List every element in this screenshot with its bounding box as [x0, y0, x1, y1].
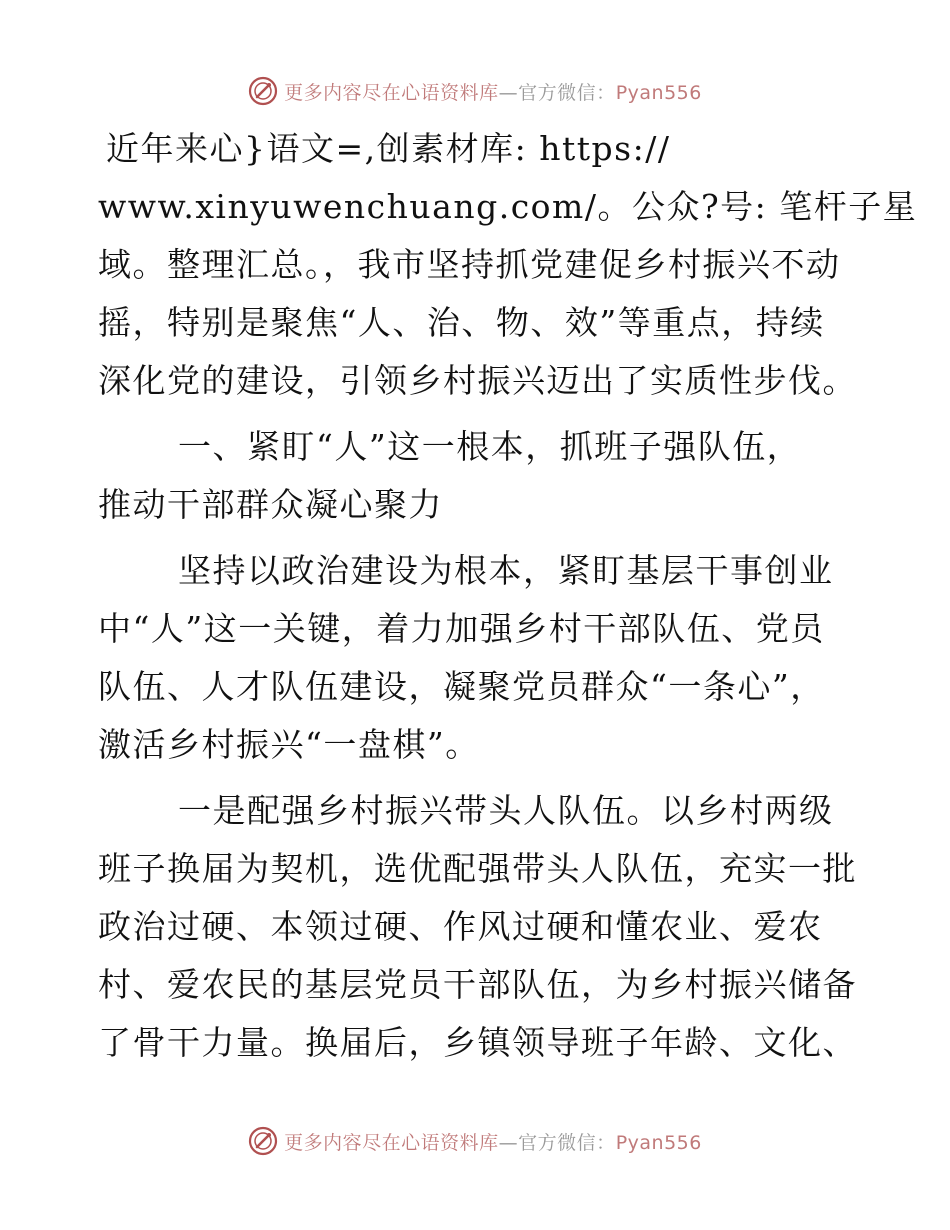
body-line: 队伍、人才队伍建设，凝聚党员群众“一条心”，	[98, 667, 825, 706]
body-line: 摇，特别是聚焦“人、治、物、效”等重点，持续	[98, 303, 825, 342]
body-line: 域。整理汇总。，我市坚持抓党建促乡村振兴不动	[98, 245, 841, 284]
body-line: 中“人”这一关键，着力加强乡村干部队伍、党员	[98, 609, 825, 648]
section-heading-line: 一、紧盯“人”这一根本，抓班子强队伍，	[178, 427, 802, 466]
banner-wechat-id: Pyan556	[615, 1131, 702, 1154]
body-line: 深化党的建设，引领乡村振兴迈出了实质性步伐。	[98, 361, 857, 400]
body-line: 近年来心}语文=,创素材库: https://	[106, 129, 671, 168]
banner-dash: —	[498, 1131, 519, 1154]
body-line: www.xinyuwenchuang.com/。公众?号: 笔杆子星	[98, 187, 918, 226]
body-line: 班子换届为契机，选优配强带头人队伍，充实一批	[98, 849, 857, 888]
banner-dash: —	[498, 81, 519, 104]
body-line: 村、爱农民的基层党员干部队伍，为乡村振兴储备	[98, 965, 857, 1004]
footer-banner-text	[284, 1128, 702, 1155]
footer-banner	[0, 1121, 950, 1161]
body-line: 激活乡村振兴“一盘棋”。	[98, 725, 480, 764]
header-banner-text	[284, 78, 702, 105]
section-heading-line: 推动干部群众凝心聚力	[98, 485, 443, 524]
body-line: 坚持以政治建设为根本，紧盯基层干事创业	[178, 551, 834, 590]
header-banner	[0, 71, 950, 111]
banner-wechat-id: Pyan556	[615, 81, 702, 104]
body-line: 了骨干力量。换届后，乡镇领导班子年龄、文化、	[98, 1023, 857, 1062]
banner-wechat-label: 官方微信：	[518, 81, 616, 104]
document-body	[98, 120, 918, 1072]
banner-wechat-label: 官方微信：	[518, 1131, 616, 1154]
seal-logo-icon	[248, 76, 278, 106]
banner-library-text: 更多内容尽在心语资料库	[284, 81, 499, 104]
body-line: 政治过硬、本领过硬、作风过硬和懂农业、爱农	[98, 907, 823, 946]
seal-logo-icon	[248, 1126, 278, 1156]
body-line: 一是配强乡村振兴带头人队伍。以乡村两级	[178, 791, 834, 830]
banner-library-text: 更多内容尽在心语资料库	[284, 1131, 499, 1154]
